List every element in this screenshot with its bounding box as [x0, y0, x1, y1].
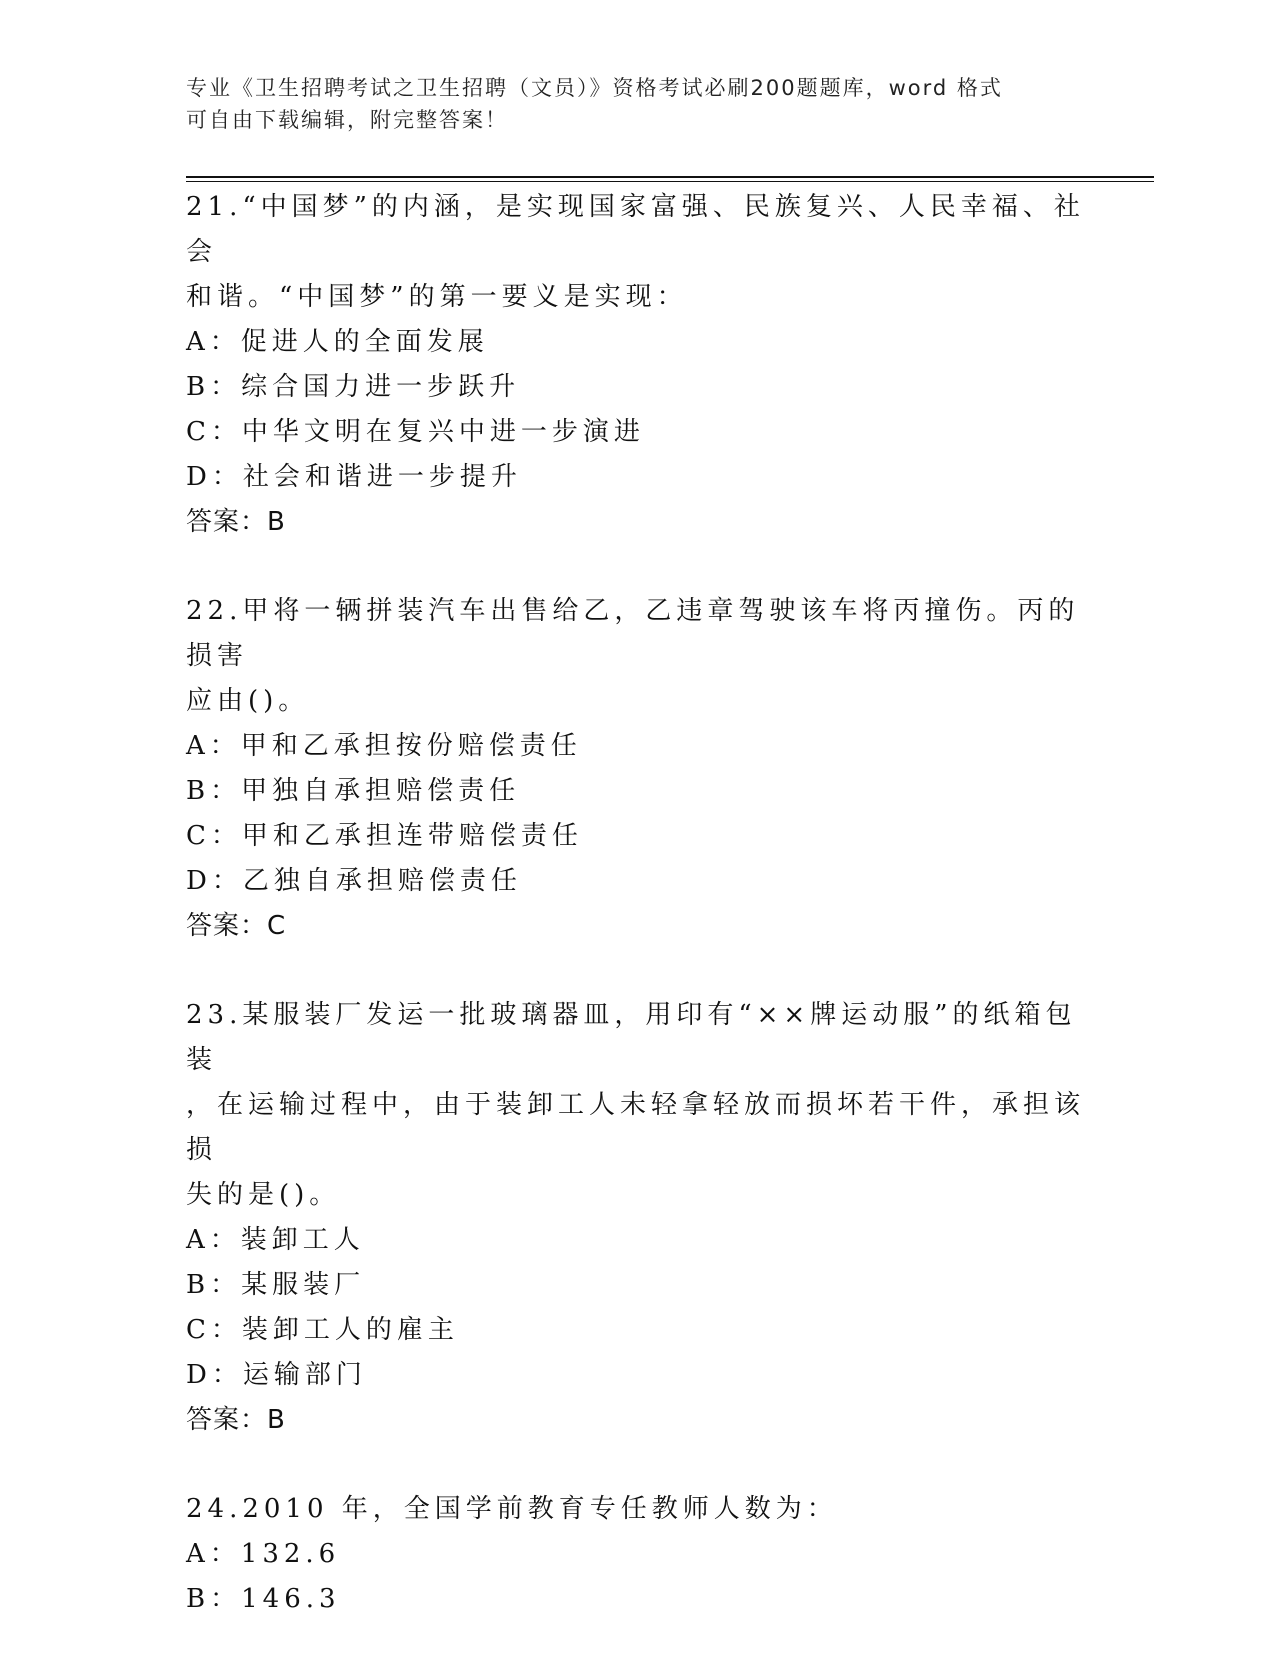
question-stem-line: 21.“中国梦”的内涵，是实现国家富强、民族复兴、人民幸福、社会	[186, 192, 1085, 267]
question-stem-line: ，在运输过程中，由于装卸工人未轻拿轻放而损坏若干件，承担该损	[186, 1090, 1086, 1165]
question-stem-line: 22.甲将一辆拼装汽车出售给乙，乙违章驾驶该车将丙撞伤。丙的损害	[186, 596, 1080, 671]
option-a: A：132.6	[186, 1539, 341, 1569]
question-stem-line: 失的是()。	[186, 1180, 341, 1210]
option-c: C：甲和乙承担连带赔偿责任	[186, 821, 583, 851]
option-a: A：装卸工人	[186, 1225, 365, 1255]
header-title-line-2: 可自由下载编辑，附完整答案！	[186, 108, 508, 132]
header-title-line-1: 专业《卫生招聘考试之卫生招聘（文员）》资格考试必刷200题题库，word 格式	[186, 76, 1003, 100]
option-b: B：146.3	[186, 1584, 341, 1614]
option-c: C：装卸工人的雇主	[186, 1315, 459, 1345]
answer-line: 答案：B	[186, 1405, 286, 1435]
option-d: D：运输部门	[186, 1360, 367, 1390]
question-22	[186, 589, 1086, 949]
option-c: C：中华文明在复兴中进一步演进	[186, 417, 645, 447]
option-a: A：甲和乙承担按份赔偿责任	[186, 731, 582, 761]
option-d: D：乙独自承担赔偿责任	[186, 866, 522, 896]
header-divider-thick	[186, 176, 1154, 178]
header-divider-thin	[186, 181, 1154, 182]
answer-line: 答案：C	[186, 911, 287, 941]
option-b: B：某服装厂	[186, 1270, 366, 1300]
answer-line: 答案：B	[186, 507, 286, 537]
question-list	[186, 185, 1086, 1666]
option-a: A：促进人的全面发展	[186, 327, 489, 357]
question-21	[186, 185, 1086, 545]
question-stem-line: 24.2010 年，全国学前教育专任教师人数为：	[186, 1494, 838, 1524]
question-stem-line: 23.某服装厂发运一批玻璃器皿，用印有“××牌运动服”的纸箱包装	[186, 1000, 1077, 1075]
option-b: B：综合国力进一步跃升	[186, 372, 521, 402]
option-d: D：社会和谐进一步提升	[186, 462, 522, 492]
question-24	[186, 1487, 1086, 1622]
question-23	[186, 993, 1086, 1443]
option-b: B：甲独自承担赔偿责任	[186, 776, 521, 806]
question-stem-line: 和谐。“中国梦”的第一要义是实现：	[186, 282, 688, 312]
question-stem-line: 应由()。	[186, 686, 310, 716]
document-header	[186, 72, 1066, 136]
